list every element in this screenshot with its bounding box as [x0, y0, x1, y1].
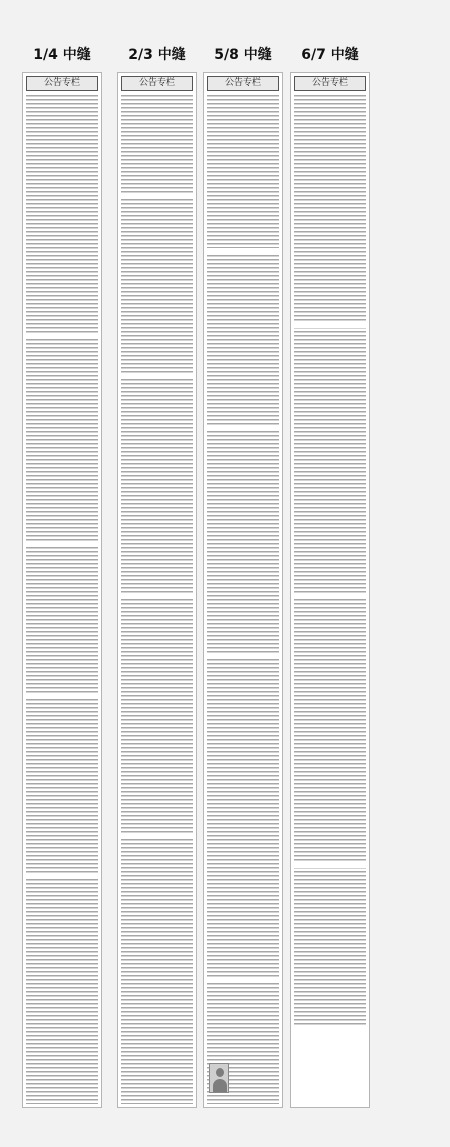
column-title-2: 2/3 中缝: [128, 47, 186, 63]
column-header-1: 公告专栏: [26, 76, 98, 91]
column-header-2: 公告专栏: [121, 76, 193, 91]
notice-body-text: [207, 95, 279, 1104]
notice-body-text: [294, 95, 366, 1027]
notice-column-4: [290, 72, 370, 1108]
column-title-3: 5/8 中缝: [214, 47, 272, 63]
notice-body-text: [121, 95, 193, 1104]
column-title-4: 6/7 中缝: [301, 47, 359, 63]
column-header-4: 公告专栏: [294, 76, 366, 91]
notice-column-3: [203, 72, 283, 1108]
portrait-photo: [209, 1063, 229, 1093]
notice-body-text: [26, 95, 98, 1104]
column-title-1: 1/4 中缝: [33, 47, 91, 63]
notice-column-2: [117, 72, 197, 1108]
column-header-3: 公告专栏: [207, 76, 279, 91]
notice-column-1: [22, 72, 102, 1108]
